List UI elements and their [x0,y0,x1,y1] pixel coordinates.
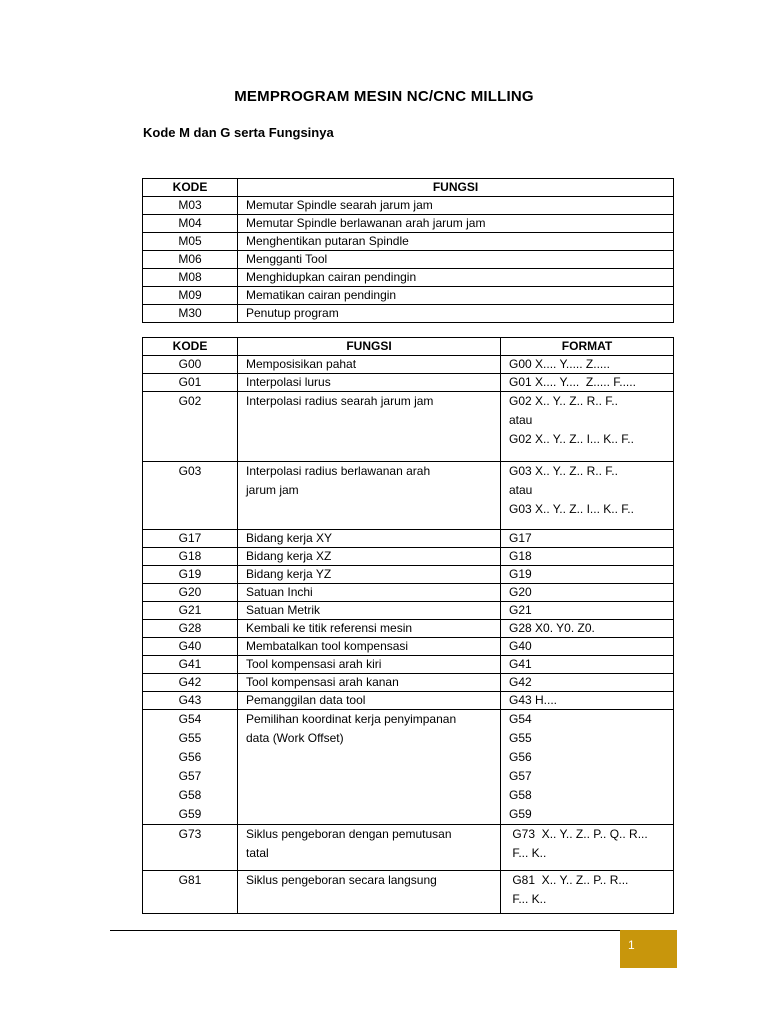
cell-format [501,692,674,710]
cell-line: G19 [178,567,202,581]
cell-fungsi [238,374,501,392]
cell-line: G17 [178,531,202,545]
table-row [143,197,674,215]
table-row [143,825,674,871]
cell-line: G03 X.. Y.. Z.. R.. F.. [509,464,618,478]
table-row [143,584,674,602]
cell-line: G54 [178,712,202,726]
cell-format [501,566,674,584]
cell-fungsi [238,602,501,620]
cell-fungsi [238,584,501,602]
table-row [143,287,674,305]
cell-line: Siklus pengeboran dengan pemutusan [246,827,452,841]
cell-fungsi: Memutar Spindle berlawanan arah jarum jam [238,215,674,233]
cell-format [501,530,674,548]
cell-line: G55 [178,731,202,745]
cell-fungsi [238,825,501,871]
cell-fungsi [238,620,501,638]
cell-line: Siklus pengeboran secara langsung [246,873,437,887]
header-kode: KODE [143,179,238,197]
cell-line: G58 [178,788,202,802]
cell-line: jarum jam [246,483,299,497]
cell-line: G41 [509,657,532,671]
cell-line: Bidang kerja XY [246,531,333,545]
cell-line: G02 X.. Y.. Z.. R.. F.. [509,394,618,408]
cell-line: G02 [178,394,202,408]
cell-code [143,710,238,825]
cell-line: G59 [178,807,202,821]
cell-fungsi: Mematikan cairan pendingin [238,287,674,305]
table-row [143,392,674,462]
cell-format [501,871,674,914]
cell-line: Membatalkan tool kompensasi [246,639,409,653]
cell-line: F... K.. [509,892,547,906]
cell-line: G18 [509,549,532,563]
cell-line: G57 [509,769,532,783]
cell-fungsi [238,674,501,692]
cell-code [143,462,238,530]
cell-fungsi: Menghentikan putaran Spindle [238,233,674,251]
cell-line: G01 [178,375,202,389]
cell-fungsi [238,462,501,530]
cell-line: Pemanggilan data tool [246,693,366,707]
header-format: FORMAT [501,338,674,356]
cell-code [143,674,238,692]
cell-format [501,548,674,566]
table-row [143,374,674,392]
cell-line: G58 [509,788,532,802]
cell-fungsi [238,356,501,374]
cell-code: M04 [143,215,238,233]
cell-line: G18 [178,549,202,563]
cell-format [501,674,674,692]
cell-line: G21 [509,603,532,617]
cell-line: Bidang kerja YZ [246,567,332,581]
cell-line: atau [509,413,533,427]
cell-code: M05 [143,233,238,251]
table-row [143,305,674,323]
cell-fungsi [238,871,501,914]
cell-line: G56 [509,750,532,764]
cell-line: atau [509,483,533,497]
table-row [143,251,674,269]
cell-line: Interpolasi radius searah jarum jam [246,394,434,408]
g-code-table [142,337,674,914]
page-number-badge [620,930,677,968]
cell-line: G00 X.... Y..... Z..... [509,357,610,371]
cell-code: M03 [143,197,238,215]
cell-line: data (Work Offset) [246,731,344,745]
cell-line: G28 [178,621,202,635]
table-row [143,602,674,620]
cell-line: G00 [178,357,202,371]
cell-code [143,392,238,462]
cell-line: G02 X.. Y.. Z.. I... K.. F.. [509,432,634,446]
cell-format [501,638,674,656]
table-row [143,871,674,914]
cell-fungsi [238,656,501,674]
cell-line: G54 [509,712,532,726]
section-subtitle: Kode M dan G serta Fungsinya [143,125,334,140]
table-row [143,462,674,530]
table-row [143,215,674,233]
page-number: 1 [628,938,635,952]
cell-line: G20 [178,585,202,599]
cell-code: M09 [143,287,238,305]
cell-code [143,825,238,871]
table-row [143,710,674,825]
cell-line: Tool kompensasi arah kiri [246,657,382,671]
table-row [143,656,674,674]
cell-code: M30 [143,305,238,323]
cell-code [143,692,238,710]
cell-format [501,656,674,674]
cell-line: G03 [178,464,202,478]
cell-line: Satuan Inchi [246,585,313,599]
cell-line: Tool kompensasi arah kanan [246,675,399,689]
cell-fungsi [238,638,501,656]
cell-code [143,374,238,392]
cell-format [501,462,674,530]
cell-code [143,530,238,548]
page-title: MEMPROGRAM MESIN NC/CNC MILLING [234,88,534,105]
cell-line: Interpolasi radius berlawanan arah [246,464,431,478]
cell-line: G01 X.... Y.... Z..... F..... [509,375,636,389]
cell-line: G81 X.. Y.. Z.. P.. R... [509,873,629,887]
table-row [143,638,674,656]
cell-code [143,638,238,656]
cell-line: G81 [178,873,202,887]
cell-line: G40 [509,639,532,653]
cell-code [143,584,238,602]
cell-line: tatal [246,846,269,860]
cell-line: Interpolasi lurus [246,375,331,389]
cell-line: Bidang kerja XZ [246,549,332,563]
table-header-row [143,338,674,356]
table-row [143,566,674,584]
table-row [143,620,674,638]
cell-line: G55 [509,731,532,745]
footer-divider [110,930,677,931]
cell-fungsi [238,566,501,584]
cell-format [501,710,674,825]
cell-fungsi [238,392,501,462]
cell-fungsi: Memutar Spindle searah jarum jam [238,197,674,215]
table-header-row [143,179,674,197]
table-row [143,674,674,692]
table-row [143,692,674,710]
cell-code [143,602,238,620]
cell-code: M08 [143,269,238,287]
cell-line: G73 X.. Y.. Z.. P.. Q.. R... [509,827,648,841]
table-row [143,356,674,374]
cell-line: G41 [178,657,202,671]
cell-line: G17 [509,531,532,545]
table-row [143,548,674,566]
cell-fungsi: Mengganti Tool [238,251,674,269]
cell-line: Memposisikan pahat [246,357,357,371]
cell-code [143,620,238,638]
cell-line: G21 [178,603,202,617]
cell-format [501,825,674,871]
cell-line: G42 [178,675,202,689]
cell-fungsi [238,530,501,548]
cell-format [501,374,674,392]
cell-line: G57 [178,769,202,783]
cell-code [143,548,238,566]
cell-line: G73 [178,827,202,841]
header-kode: KODE [143,338,238,356]
cell-fungsi: Menghidupkan cairan pendingin [238,269,674,287]
cell-line: G40 [178,639,202,653]
cell-fungsi [238,548,501,566]
cell-format [501,356,674,374]
cell-line: Satuan Metrik [246,603,321,617]
cell-format [501,584,674,602]
cell-fungsi: Penutup program [238,305,674,323]
header-fungsi: FUNGSI [238,179,674,197]
table-row [143,530,674,548]
cell-line: G43 H.... [509,693,558,707]
cell-line: G59 [509,807,532,821]
cell-code: M06 [143,251,238,269]
table-row [143,269,674,287]
cell-line: F... K.. [509,846,547,860]
cell-line: G42 [509,675,532,689]
cell-line: G43 [178,693,202,707]
cell-code [143,566,238,584]
cell-format [501,392,674,462]
cell-line: G56 [178,750,202,764]
cell-line: G19 [509,567,532,581]
m-code-table [142,178,674,323]
cell-line: G03 X.. Y.. Z.. I... K.. F.. [509,502,634,516]
cell-code [143,871,238,914]
cell-line: G20 [509,585,532,599]
cell-line: G28 X0. Y0. Z0. [509,621,595,635]
cell-code [143,356,238,374]
cell-fungsi [238,692,501,710]
cell-format [501,620,674,638]
cell-line: Pemilihan koordinat kerja penyimpanan [246,712,457,726]
cell-format [501,602,674,620]
cell-fungsi [238,710,501,825]
header-fungsi: FUNGSI [238,338,501,356]
cell-code [143,656,238,674]
cell-line: Kembali ke titik referensi mesin [246,621,413,635]
table-row [143,233,674,251]
